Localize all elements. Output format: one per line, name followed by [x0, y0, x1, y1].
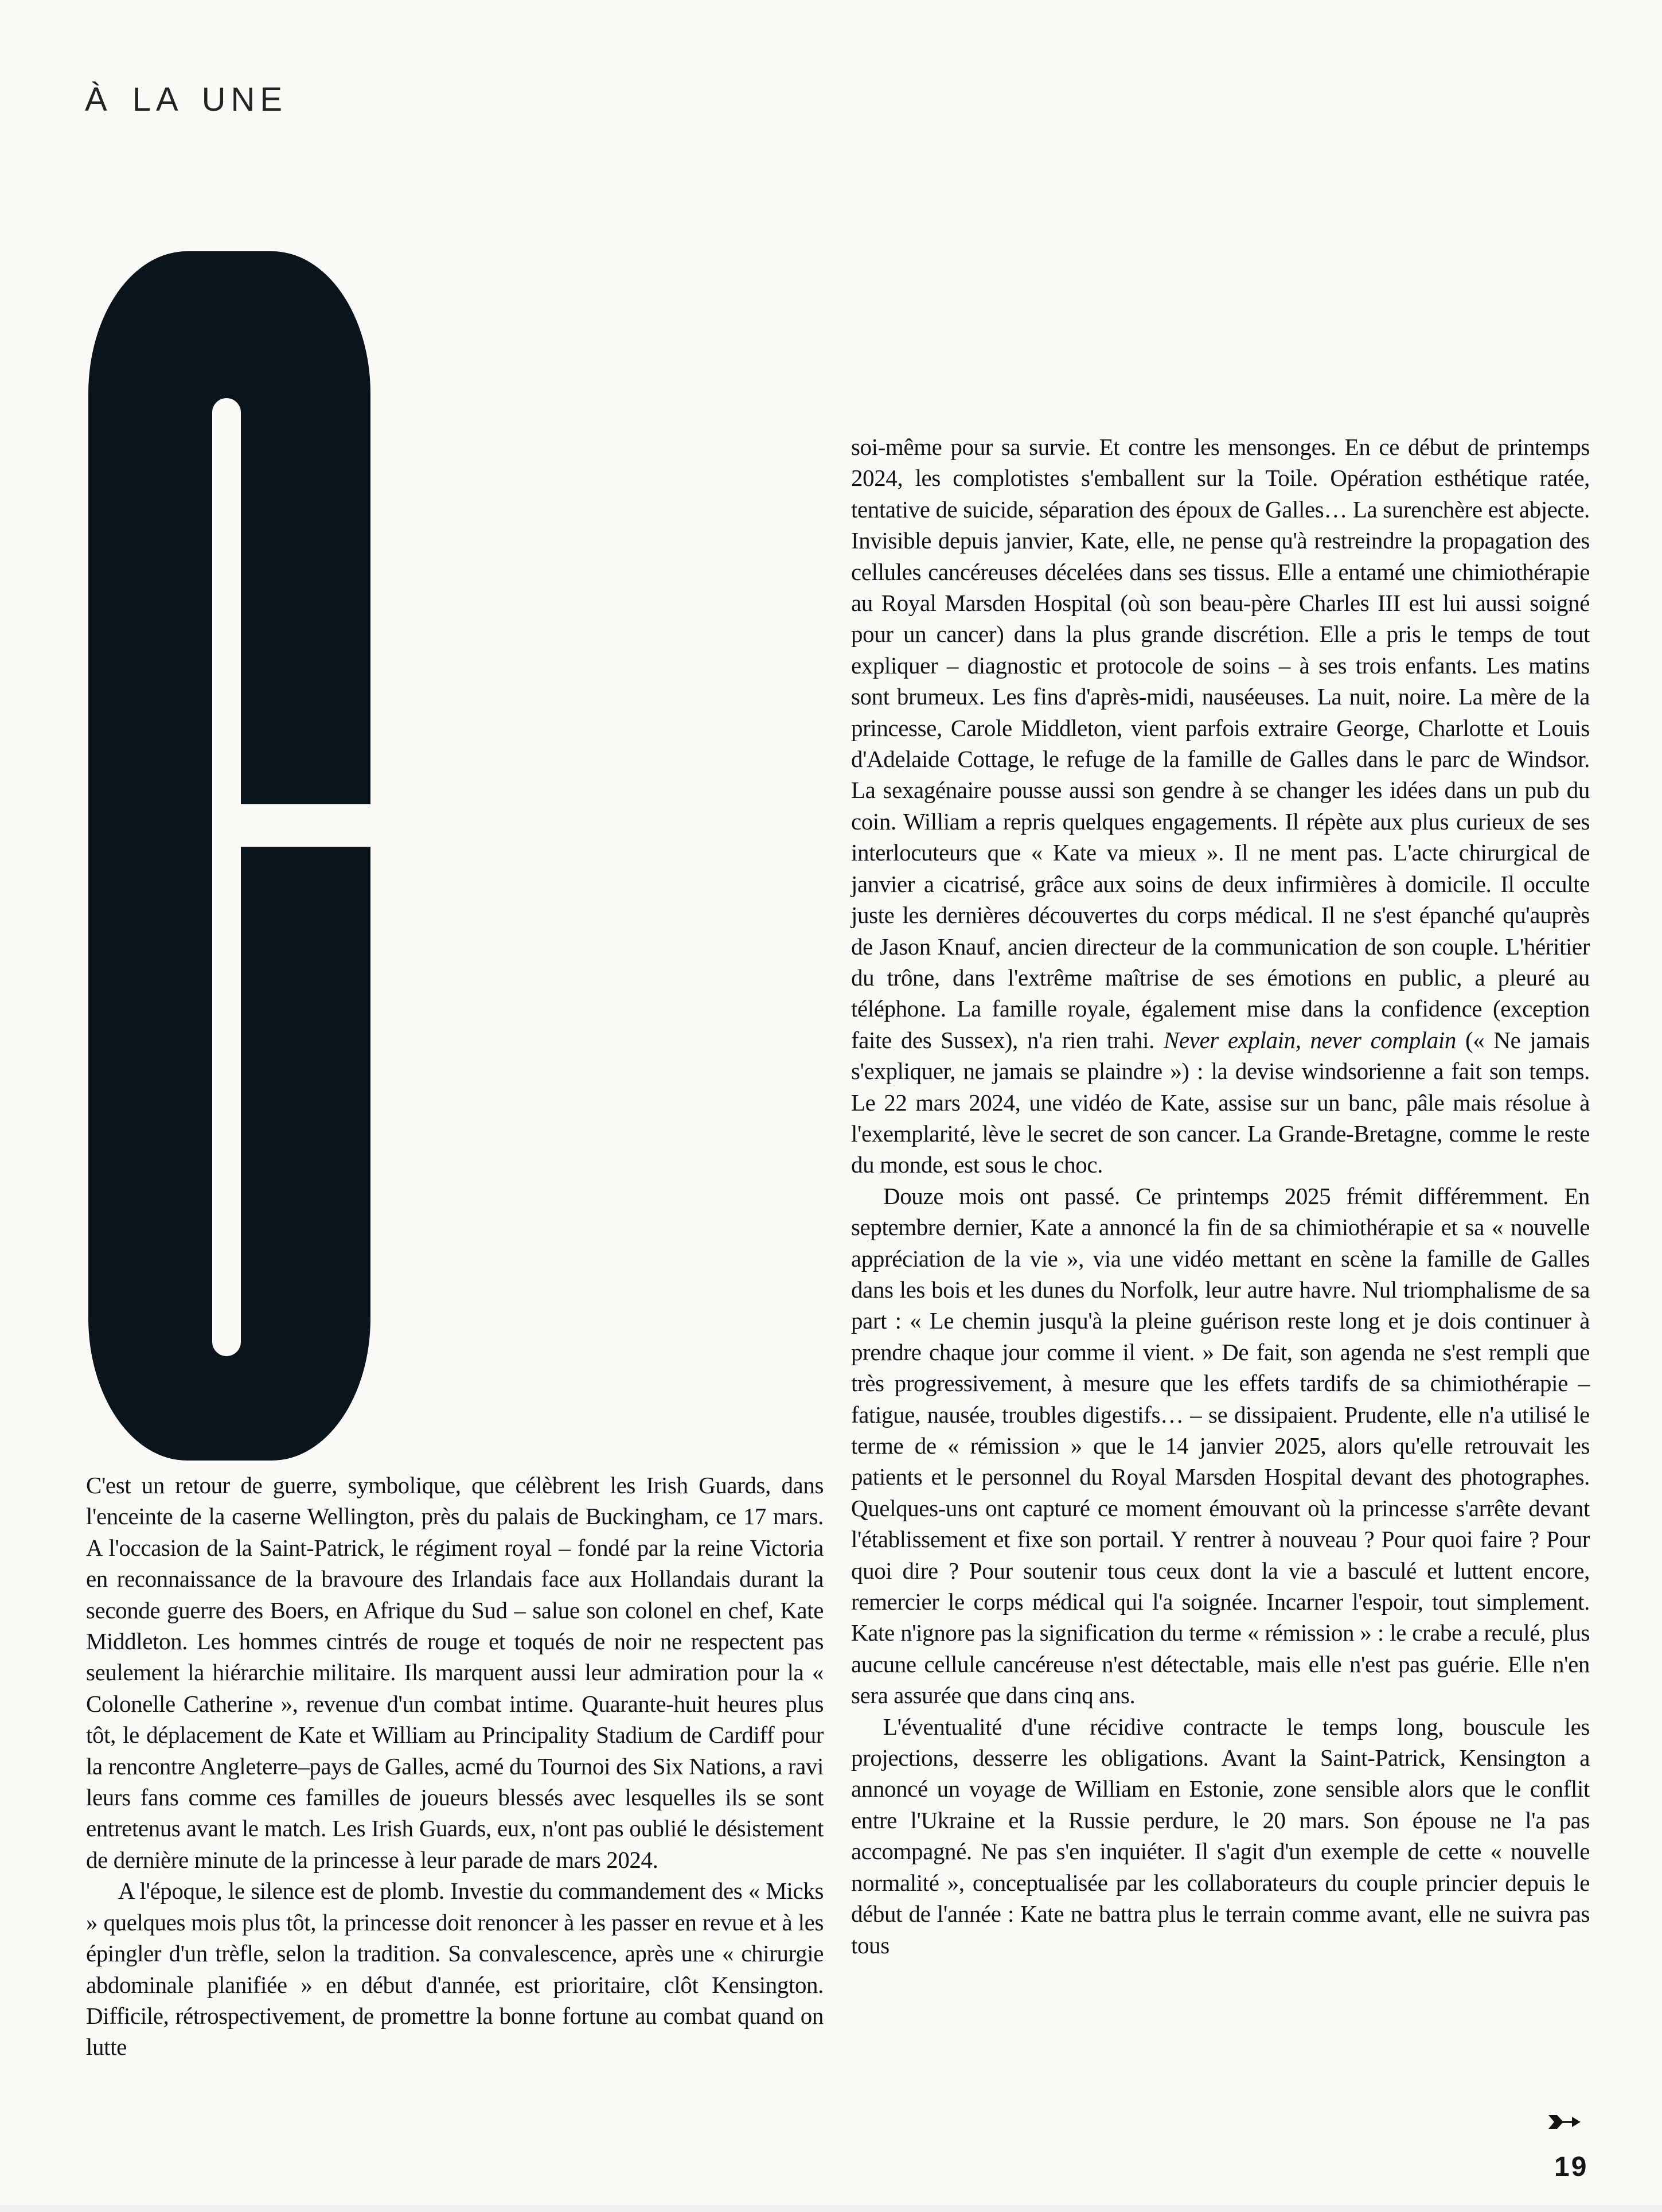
dropcap-counter-slot: [212, 398, 241, 1356]
paragraph: C'est un retour de guerre, symbolique, que célèbrent les Irish Guards, dans l'enceinte de la caserne Wellington, près du palais de Buckingham, ce 17 mars. A l'occasion de la Saint-Patrick, le régiment royal – fondé par la reine Victoria en reconnaissance de la bravoure des Irlandais face aux Hollandais durant la seconde guerre des Boers, en Afrique du Sud – salue son colonel en chef, Kate Middleton. Les hommes cintrés de rouge et toqués de noir ne respectent pas seulement la hiérarchie militaire. Ils marquent aussi leur admiration pour la « Colonelle Catherine », revenue d'un combat intime. Quarante-huit heures plus tôt, le déplacement de Kate et William au Principality Stadium de Cardiff pour la rencontre Angleterre–pays de Galles, acmé du Tournoi des Six Nations, a ravi leurs fans comme ces familles de joueurs blessés avec lesquelles ils se sont entretenus avant le match. Les Irish Guards, eux, n'ont pas oublié le désistement de dernière minute de la princesse à leur parade de mars 2024.: [86, 1472, 824, 1873]
left-column: [86, 1470, 824, 2063]
arrow-head: [1572, 2117, 1581, 2127]
paragraph-text: (« Ne jamais s'expliquer, ne jamais se plaindre ») : la devise windsorienne a fait son temps. Le 22 mars 2024, une vidéo de Kate, assise sur un banc, pâle mais résolue à l'exemplarité, lève le secret de son cancer. La Grande-Bretagne, comme le reste du monde, est sous le choc.: [851, 1026, 1590, 1178]
paragraph: [851, 431, 1590, 1181]
paragraph-text: soi-même pour sa survie. Et contre les mensonges. En ce début de printemps 2024, les complotistes s'emballent sur la Toile. Opération esthétique ratée, tentative de suicide, séparation des époux de Galles… La surenchère est abjecte. Invisible depuis janvier, Kate, elle, ne pense qu'à restreindre la propagation des cellules cancéreuses décelées dans ses tissus. Elle a entamé une chimiothérapie au Royal Marsden Hospital (où son beau-père Charles III est lui aussi soigné pour un cancer) dans la plus grande discrétion. Elle a pris le temps de tout expliquer – diagnostic et protocole de soins – à ses trois enfants. Les matins sont brumeux. Les fins d'après-midi, nauséeuses. La nuit, noire. La mère de la princesse, Carole Middleton, vient parfois extraire George, Charlotte et Louis d'Adelaide Cottage, le refuge de la famille de Galles dans le parc de Windsor. La sexagénaire pousse aussi son gendre à se changer les idées dans un pub du coin. William a repris quelques engagements. Il répète aux plus curieux de ses interlocuteurs que « Kate va mieux ». Il ne ment pas. L'acte chirurgical de janvier a cicatrisé, grâce aux soins de deux infirmières à domicile. Il occulte juste les dernières découvertes du corps médical. Il ne s'est épanché qu'auprès de Jason Knauf, ancien directeur de la communication de son couple. L'héritier du trône, dans l'extrême maîtrise de ses émotions en public, a pleuré au téléphone. La famille royale, également mise dans la confidence (exception faite des Sussex), n'a rien trahi.: [851, 434, 1590, 1053]
continuation-arrow-icon: [1548, 2113, 1581, 2131]
paragraph: A l'époque, le silence est de plomb. Investie du commandement des « Micks » quelques mois plus tôt, la princesse doit renoncer à les passer en revue et à les épingler d'un trèfle, selon la tradition. Sa convalescence, après une « chirurgie abdominale planifiée » en début d'année, est prioritaire, clôt Kensington. Difficile, rétrospectivement, de promettre la bonne fortune au combat quand on lutte: [86, 1878, 824, 2061]
section-kicker: À LA UNE: [85, 81, 288, 118]
scan-edge-shadow: [0, 2205, 1662, 2212]
right-column: [851, 431, 1590, 2141]
dropcap-letter-c: [88, 251, 370, 1461]
paragraph: Douze mois ont passé. Ce printemps 2025 frémit différemment. En septembre dernier, Kate a annoncé la fin de sa chimiothérapie et sa « nouvelle appréciation de la vie », via une vidéo mettant en scène la famille de Galles dans les bois et les dunes du Norfolk, leur autre havre. Nul triomphalisme de sa part : « Le chemin jusqu'à la pleine guérison reste long et je dois continuer à prendre chaque jour comme il vient. » De fait, son agenda ne s'est rempli que très progressivement, à mesure que les effets tardifs de sa chimiothérapie – fatigue, nausée, troubles digestifs… – se dissipaient. Prudente, elle n'a utilisé le terme de « rémission » que le 14 janvier 2025, alors qu'elle retrouvait les patients et le personnel du Royal Marsden Hospital devant des photographes. Quelques-uns ont capturé ce moment émouvant où la princesse s'arrête devant l'établissement et fixe son portail. Y rentrer à nouveau ? Pour quoi faire ? Pour quoi dire ? Pour soutenir tous ceux dont la vie a basculé et luttent encore, remercier le corps médical qui l'a soignée. Incarner l'espoir, tout simplement. Kate n'ignore pas la signification du terme « rémission » : le crabe a reculé, plus aucune cellule cancéreuse n'est détectable, mais elle n'est pas guérie. Elle n'en sera assurée que dans cinq ans.: [851, 1182, 1590, 1709]
dropcap-aperture-slot: [240, 804, 370, 847]
page-number: 19: [1554, 2152, 1589, 2182]
italic-phrase: Never explain, never complain: [1163, 1026, 1456, 1053]
paragraph: L'éventualité d'une récidive contracte le temps long, bouscule les projections, desserre les obligations. Avant la Saint-Patrick, Kensington a annoncé un voyage de William en Estonie, zone sensible alors que le conflit entre l'Ukraine et la Russie perdure, le 20 mars. Son épouse ne l'a pas accompagné. Ne pas s'en inquiéter. Il s'agit d'un exemple de cette « nouvelle normalité », conceptualisée par les collaborateurs du couple princier depuis le début de l'année : Kate ne battra plus le terrain comme avant, elle ne suivra pas tous: [851, 1713, 1590, 1958]
arrow-shaft: [1560, 2121, 1574, 2123]
